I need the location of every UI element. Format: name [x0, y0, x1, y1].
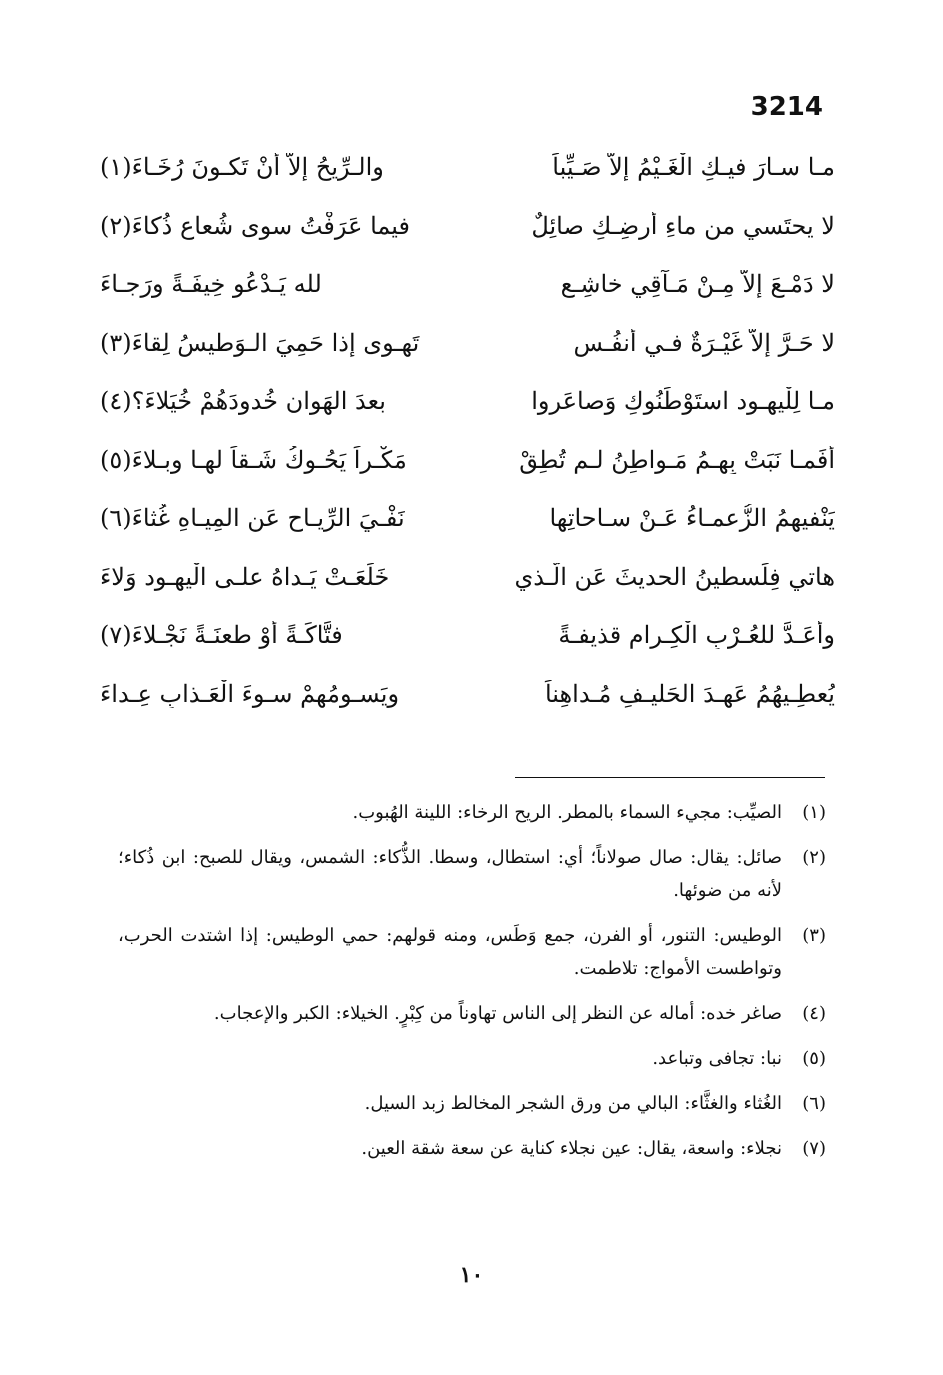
footnote-number: (٤)	[802, 1003, 826, 1024]
footnote	[118, 841, 826, 907]
verse	[100, 255, 835, 314]
footnote	[118, 919, 826, 985]
footnote-number: (٦)	[802, 1093, 826, 1114]
poem	[100, 138, 835, 723]
verse-first-hemistich: مـا لِلْيهـود استَوْطَنُوكِ وَصاعَروا	[531, 387, 835, 416]
verse	[100, 372, 835, 431]
verse-first-hemistich: لا دَمْـعَ إلاَّ مِـنْ مَـآقِي خاشِـعٍ	[560, 270, 835, 299]
verse-first-hemistich: لا يحتَسي من ماءِ أَرضِـكِ صائِلٌ	[531, 211, 835, 240]
page-reference-number: 3214	[750, 92, 823, 122]
footnote	[118, 997, 826, 1030]
verse	[100, 665, 835, 724]
footnote	[118, 1132, 826, 1165]
verse-second-hemistich: تَهـوى إذا حَمِيَ الـوَطيسُ لِقاءَ(٣)	[100, 328, 420, 357]
verse-second-hemistich: مَكْـراً يَحُـوكُ شَـقاً لهـا وبـلاءَ(٥)	[100, 445, 407, 474]
verse-second-hemistich: فيما عَرَفْتُ سوى شُعاعِ ذُكاءَ(٢)	[100, 211, 410, 240]
footnote	[118, 796, 826, 829]
footnote-number: (٥)	[802, 1048, 826, 1069]
verse	[100, 138, 835, 197]
verse-second-hemistich: فتَّاكَـةً أَوْ طعنَـةً نَجْـلاءَ(٧)	[100, 621, 343, 650]
footnote-text: الوطيس: التنور، أو الفرن، جمع وَطَس، ومنه قولهم: حمي الوطيس: إذا اشتدت الحرب، وتواطست الأمواج: تلاطمت.	[118, 925, 782, 979]
footnote-number: (١)	[802, 802, 826, 823]
verse	[100, 314, 835, 373]
verse	[100, 606, 835, 665]
verse	[100, 548, 835, 607]
footnote-number: (٢)	[802, 847, 826, 868]
verse-first-hemistich: يَنْفيهِمُ الزُّعمـاءُ عَـنْ سـاحاتِها	[549, 504, 835, 533]
verse-second-hemistich: نَفْـيَ الرِّيـاحِ عَنِ المِيـاهِ غُثاءَ(٦)	[100, 504, 405, 533]
footnotes	[118, 796, 826, 1177]
footnote	[118, 1042, 826, 1075]
verse-first-hemistich: لا حَـرَّ إلاَّ غَيْـرَةٌ فـي أَنفُـسٍ	[573, 328, 835, 357]
verse-first-hemistich: أَفَمـا نَبَتْ بِهِـمُ مَـواطِنُ لـم تُطِقْ	[519, 445, 835, 474]
verse-first-hemistich: هاتي فِلَسطينُ الحديثَ عَنِ الَّـذي	[514, 562, 835, 591]
footnote-text: صاغر خده: أماله عن النظر إلى الناس تهاوناً من كِبْرٍ. الخيلاء: الكبر والإعجاب.	[213, 1003, 782, 1024]
verse-first-hemistich: يُعطِـيهُمُ عَهـدَ الحَليـفِ مُـداهِناً	[544, 679, 835, 708]
verse-second-hemistich: لله يَـدْعُو خِيفَـةً ورَجـاءَ	[100, 270, 322, 299]
footnote	[118, 1087, 826, 1120]
page-number: ١٠	[459, 1262, 484, 1288]
footnote-number: (٧)	[802, 1138, 826, 1159]
footnote-text: نجلاء: واسعة، يقال: عين نجلاء كناية عن سعة شقة العين.	[361, 1138, 782, 1159]
footnote-divider	[515, 777, 825, 778]
verse	[100, 489, 835, 548]
footnote-number: (٣)	[802, 925, 826, 946]
verse-first-hemistich: مـا سـارَ فيـكِ الْغَـيْمُ إلاَّ صَـيِّباً	[552, 153, 835, 182]
verse-first-hemistich: وأَعَـدَّ للعُـرْبِ الْكِـرامِ قذيفـةً	[558, 621, 835, 650]
footnote-text: الغُثاء والغثَّاء: البالي من ورق الشجر المخالط زبد السيل.	[364, 1093, 782, 1114]
footnote-text: الصيِّب: مجيء السماء بالمطر. الريح الرخاء: اللينة الهُبوب.	[352, 802, 782, 823]
footnote-text: صائل: يقال: صال صولاناً؛ أي: استطال، وسطا. الذُّكاء: الشمس، ويقال للصبح: ابن ذُكاء؛ لأنه من ضوئها.	[118, 847, 782, 901]
verse-second-hemistich: بعدَ الهَوانِ خُدودَهُمْ خُيَلاءَ؟(٤)	[100, 387, 386, 416]
verse-second-hemistich: ويَسـومُهمْ سـوءَ الْعَـذابِ عِـداءَ	[100, 679, 400, 708]
verse-second-hemistich: والـرِّيحُ إلاَّ أَنْ تَكـونَ رُخَـاءَ(١)	[100, 153, 384, 182]
verse	[100, 431, 835, 490]
footnote-text: نبا: تجافى وتباعد.	[652, 1048, 782, 1069]
verse	[100, 197, 835, 256]
verse-second-hemistich: خَلَعَـتْ يَـداهُ علـى الْيهـود وَلاءَ	[100, 562, 390, 591]
